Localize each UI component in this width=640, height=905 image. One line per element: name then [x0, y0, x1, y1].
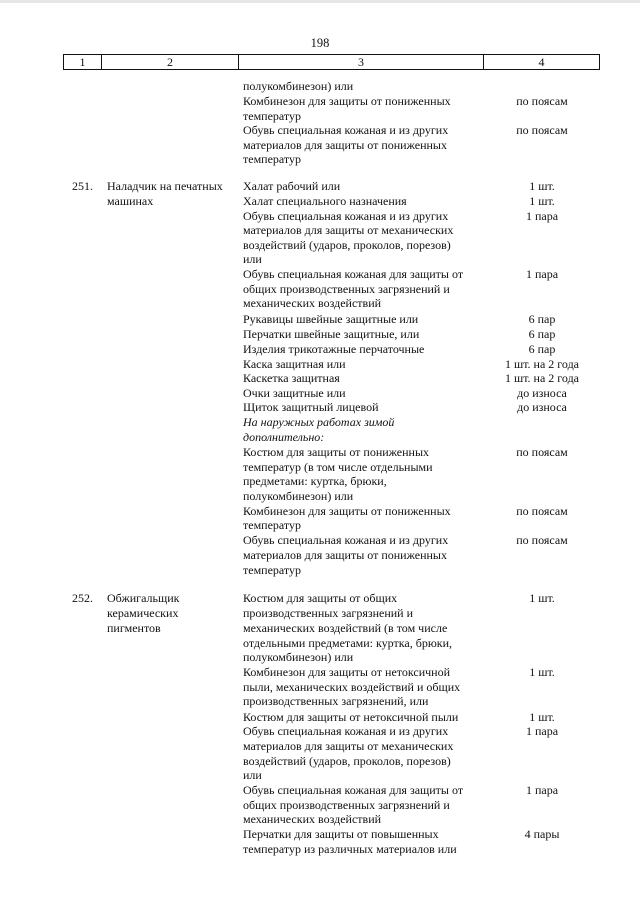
equipment-item-text: температур: [243, 518, 302, 532]
issue-norm-text: 1 пара: [525, 267, 559, 281]
equipment-item-text: Каскетка защитная: [243, 371, 340, 385]
equipment-item-text: температур (в том числе отдельными: [243, 460, 433, 474]
equipment-item-text: Рукавицы швейные защитные или: [243, 312, 419, 326]
equipment-item-text: Обувь специальная кожаная и из других: [243, 209, 449, 223]
equipment-item-text: Обувь специальная кожаная для защиты от: [243, 267, 464, 281]
scan-edge: [0, 0, 640, 3]
issue-norm-text: по поясам: [516, 504, 568, 518]
profession-name-text: Наладчик на печатных: [107, 179, 223, 193]
equipment-item-text: Костюм для защиты от общих: [243, 591, 398, 605]
issue-norm-text: 1 шт. на 2 года: [504, 357, 580, 371]
equipment-item-text: материалов для защиты от пониженных: [243, 548, 447, 562]
column-header-3: 3: [358, 55, 364, 69]
equipment-item-text: воздействий (ударов, проколов, порезов): [243, 754, 451, 768]
column-header-2: 2: [167, 55, 173, 69]
equipment-item-text: Перчатки для защиты от повышенных: [243, 827, 439, 841]
equipment-item-text: механических воздействий: [243, 296, 382, 310]
equipment-item-text: предметами: куртка, брюки,: [243, 474, 387, 488]
issue-norm-text: 1 шт.: [529, 179, 555, 193]
equipment-item-text: Халат рабочий или: [243, 179, 341, 193]
equipment-item-text: Обувь специальная кожаная и из других: [243, 724, 449, 738]
equipment-item-text: Комбинезон для защиты от нетоксичной: [243, 665, 451, 679]
equipment-item-text: производственных загрязнений, или: [243, 694, 429, 708]
equipment-item-text: Костюм для защиты от нетоксичной пыли: [243, 710, 459, 724]
equipment-item-text: полукомбинезон) или: [243, 489, 354, 503]
equipment-item-text: Перчатки швейные защитные, или: [243, 327, 420, 341]
row-number-text: 251.: [72, 179, 93, 193]
page-number: 198: [310, 36, 330, 50]
equipment-item-text: Комбинезон для защиты от пониженных: [243, 94, 451, 108]
equipment-item-text: производственных загрязнений и: [243, 606, 414, 620]
equipment-item-text: общих производственных загрязнений и: [243, 282, 450, 296]
issue-norm-text: до износа: [517, 400, 567, 414]
issue-norm-text: до износа: [517, 386, 567, 400]
column-header-4: 4: [538, 55, 545, 69]
equipment-item-text: Щиток защитный лицевой: [243, 400, 379, 414]
equipment-item-text: полукомбинезон) или: [243, 650, 354, 664]
issue-norm-text: по поясам: [516, 123, 568, 137]
column-header-row: [63, 54, 600, 70]
equipment-item-text: Обувь специальная кожаная для защиты от: [243, 783, 464, 797]
equipment-item-text: воздействий (ударов, проколов, порезов): [243, 238, 451, 252]
equipment-item-text: Халат специального назначения: [243, 194, 407, 208]
issue-norm-text: 1 шт.: [529, 710, 555, 724]
issue-norm-text: 1 пара: [525, 724, 559, 738]
issue-norm-text: по поясам: [516, 94, 568, 108]
equipment-item-text: температур из различных материалов или: [243, 842, 457, 856]
equipment-item-text: Каска защитная или: [243, 357, 346, 371]
equipment-item-text: Изделия трикотажные перчаточные: [243, 342, 425, 356]
equipment-item-text: Очки защитные или: [243, 386, 346, 400]
equipment-item-text: Обувь специальная кожаная и из других: [243, 533, 449, 547]
equipment-item-text: пыли, механических воздействий и общих: [243, 680, 461, 694]
equipment-item-text: Костюм для защиты от пониженных: [243, 445, 430, 459]
issue-norm-text: 1 шт.: [529, 591, 555, 605]
issue-norm-text: 6 пар: [528, 342, 556, 356]
issue-norm-text: 1 пара: [525, 783, 559, 797]
row-number-text: 252.: [72, 591, 93, 605]
equipment-item-text: или: [243, 768, 262, 782]
equipment-item-text: дополнительно:: [243, 430, 325, 444]
equipment-item-text: или: [243, 252, 262, 266]
issue-norm-text: 6 пар: [528, 327, 556, 341]
equipment-item-text: температур: [243, 152, 302, 166]
equipment-item-text: механических воздействий (в том числе: [243, 621, 448, 635]
equipment-item-text: полукомбинезон) или: [243, 79, 354, 93]
issue-norm-text: 6 пар: [528, 312, 556, 326]
issue-norm-text: 1 пара: [525, 209, 559, 223]
profession-name-text: машинах: [107, 194, 154, 208]
equipment-item-text: материалов для защиты от пониженных: [243, 138, 447, 152]
equipment-item-text: На наружных работах зимой: [243, 415, 395, 429]
issue-norm-text: 4 пары: [524, 827, 560, 841]
issue-norm-text: по поясам: [516, 445, 568, 459]
profession-name-text: керамических: [107, 606, 179, 620]
issue-norm-text: 1 шт.: [529, 194, 555, 208]
issue-norm-text: 1 шт. на 2 года: [504, 371, 580, 385]
equipment-item-text: Обувь специальная кожаная и из других: [243, 123, 449, 137]
equipment-item-text: Комбинезон для защиты от пониженных: [243, 504, 451, 518]
profession-name-text: Обжигальщик: [107, 591, 180, 605]
profession-name-text: пигментов: [107, 621, 161, 635]
issue-norm-text: по поясам: [516, 533, 568, 547]
equipment-item-text: общих производственных загрязнений и: [243, 798, 450, 812]
equipment-item-text: температур: [243, 563, 302, 577]
equipment-item-text: материалов для защиты от механических: [243, 223, 454, 237]
equipment-item-text: механических воздействий: [243, 812, 382, 826]
column-header-1: 1: [79, 55, 86, 69]
equipment-item-text: отдельными предметами: куртка, брюки,: [243, 636, 453, 650]
issue-norm-text: 1 шт.: [529, 665, 555, 679]
equipment-item-text: материалов для защиты от механических: [243, 739, 454, 753]
equipment-item-text: температур: [243, 109, 302, 123]
